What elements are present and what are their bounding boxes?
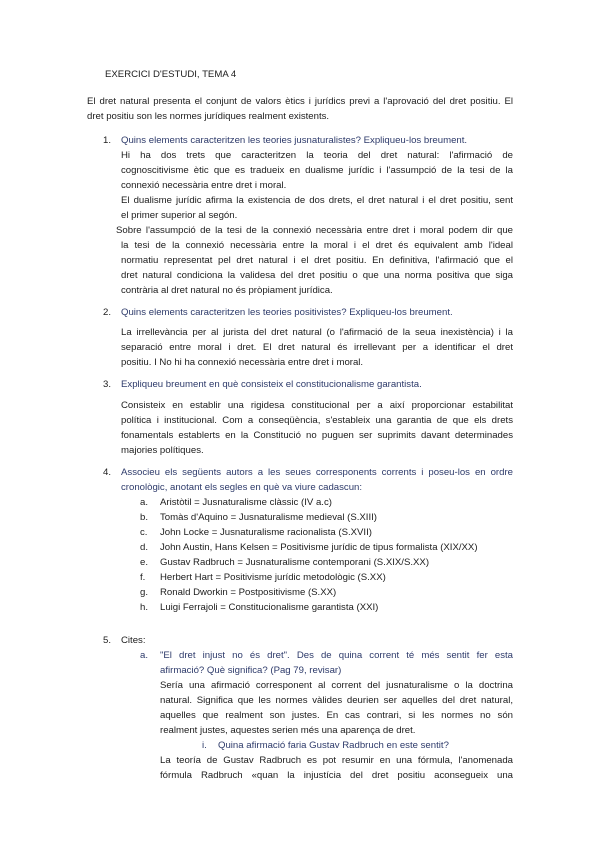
q1-p3-line: la tesi de la connexió necessària entre la moral i el dret és equivalent amb l'ideal: [121, 240, 513, 251]
q2-p1-line: La irrellevància per al jurista del dret natural (o l'afirmació de la seua inexistència) i la: [121, 327, 513, 338]
q3-p1-line: majories polítiques.: [121, 445, 204, 456]
q5ai-question: Quina afirmació faria Gustav Radbruch en este sentit?: [218, 740, 449, 751]
q2-p1-line: separació entre moral i dret. El dret natural és irrellevant per a identificar el dret: [121, 342, 513, 353]
q2-question: Quins elements caracteritzen les teories positivistes? Expliqueu-los breument.: [121, 307, 453, 318]
list-item-letter: g.: [140, 587, 149, 598]
q3-p1-line: política i institucional. Com a conseqüència, s'estableix una garantia de que els drets: [121, 415, 513, 426]
q1-p1-line: cognoscitivisme ètic que es tradueix en dualisme jurídic i l'assumpció de la tesi de la: [121, 165, 513, 176]
q5a-question-line: "El dret injust no és dret". Des de quina corrent té més sentit fer esta: [160, 650, 513, 661]
q5ai-number: i.: [202, 740, 207, 751]
list-item-text: Gustav Radbruch = Jusnaturalisme contemporani (S.XIX/S.XX): [160, 557, 430, 568]
q3-p1-line: Consisteix en establir una rigidesa constitucional per a així proporcionar estabilitat: [121, 400, 513, 411]
q5-number: 5.: [103, 635, 112, 646]
list-item-letter: a.: [140, 497, 149, 508]
list-item-text: Aristòtil = Jusnaturalisme clàssic (IV a.c): [160, 497, 332, 508]
q1-p2-line: el primer superior al segón.: [121, 210, 238, 221]
q5a-answer-line: realment justes, aquestes serien més una aparença de dret.: [160, 725, 416, 736]
intro-line-1: El dret natural presenta el conjunt de valors ètics i jurídics previ a l'aprovació del dret positiu. El: [87, 96, 513, 107]
q1-p1-line: connexió necessària entre dret i moral.: [121, 180, 287, 191]
q4-question-line: cronològic, anotant els segles en què va viure cadascun:: [121, 482, 363, 493]
q4-number: 4.: [103, 467, 112, 478]
list-item-text: Tomàs d'Aquino = Jusnaturalisme medieval (S.XIII): [160, 512, 377, 523]
q1-question: Quins elements caracteritzen les teories jusnaturalistes? Expliqueu-los breument.: [121, 135, 468, 146]
q3-p1-line: fonamentals establerts en la Constitució no puguen ser suprimits davant determinades: [121, 430, 513, 441]
list-item-letter: h.: [140, 602, 149, 613]
q5-title: Cites:: [121, 635, 146, 646]
q3-number: 3.: [103, 379, 112, 390]
list-item-text: Herbert Hart = Positivisme jurídic metodològic (S.XX): [160, 572, 386, 583]
q4-question-line: Associeu els següents autors a les seues corresponents corrents i poseu-los en ordre: [121, 467, 513, 478]
q3-question: Expliqueu breument en què consisteix el constitucionalisme garantista.: [121, 379, 422, 390]
document-title: EXERCICI D'ESTUDI, TEMA 4: [105, 69, 237, 80]
list-item-text: John Austin, Hans Kelsen = Positivisme jurídic de tipus formalista (XIX/XX): [160, 542, 478, 553]
q1-p1-line: Hi ha dos trets que caracteritzen la teoria del dret natural: l'afirmació de: [121, 150, 513, 161]
q5a-answer-line: aquelles que realment son justes. En cas contrari, si les normes no són: [160, 710, 513, 721]
q1-p3-line: dret natural condiciona la validesa del dret positiu o que una norma positiva que siga: [121, 270, 513, 281]
q1-number: 1.: [103, 135, 112, 146]
list-item-text: Luigi Ferrajoli = Constitucionalisme garantista (XXI): [160, 602, 379, 613]
q5ai-answer-line: fórmula Radbruch «quan la injustícia del dret positiu aconsegueix una: [160, 770, 513, 781]
q1-p3-line: contrària al dret natural no és pròpiament jurídica.: [121, 285, 333, 296]
q5a-letter: a.: [140, 650, 149, 661]
q1-p3-line: Sobre l'assumpció de la tesi de la connexió necessària entre dret i moral podem dir que: [116, 225, 513, 236]
q5a-answer-line: natural. Significa que les normes vàlides deurien ser aquelles del dret natural,: [160, 695, 513, 706]
q2-p1-line: positiu. I No hi ha connexió necessària entre dret i moral.: [121, 357, 364, 368]
intro-line-2: dret positiu son les normes jurídiques realment existents.: [87, 111, 330, 122]
list-item-letter: c.: [140, 527, 148, 538]
list-item-letter: d.: [140, 542, 149, 553]
list-item-letter: f.: [140, 572, 146, 583]
q5a-question-line: afirmació? Què significa? (Pag 79, revisar): [160, 665, 342, 676]
q1-p3-line: normatiu representat pel dret natural i el dret positiu. En definitiva, l'afirmació que el: [121, 255, 513, 266]
list-item-text: Ronald Dworkin = Postpositivisme (S.XX): [160, 587, 337, 598]
list-item-text: John Locke = Jusnaturalisme racionalista (S.XVII): [160, 527, 372, 538]
q5ai-answer-line: La teoría de Gustav Radbruch es pot resumir en una fórmula, l'anomenada: [160, 755, 513, 766]
list-item-letter: b.: [140, 512, 149, 523]
q5a-answer-line: Sería una afirmació corresponent al corrent del jusnaturalisme o la doctrina: [160, 680, 513, 691]
q2-number: 2.: [103, 307, 112, 318]
q1-p2-line: El dualisme jurídic afirma la existencia de dos drets, el dret natural i el dret positiu, sent: [121, 195, 513, 206]
list-item-letter: e.: [140, 557, 149, 568]
